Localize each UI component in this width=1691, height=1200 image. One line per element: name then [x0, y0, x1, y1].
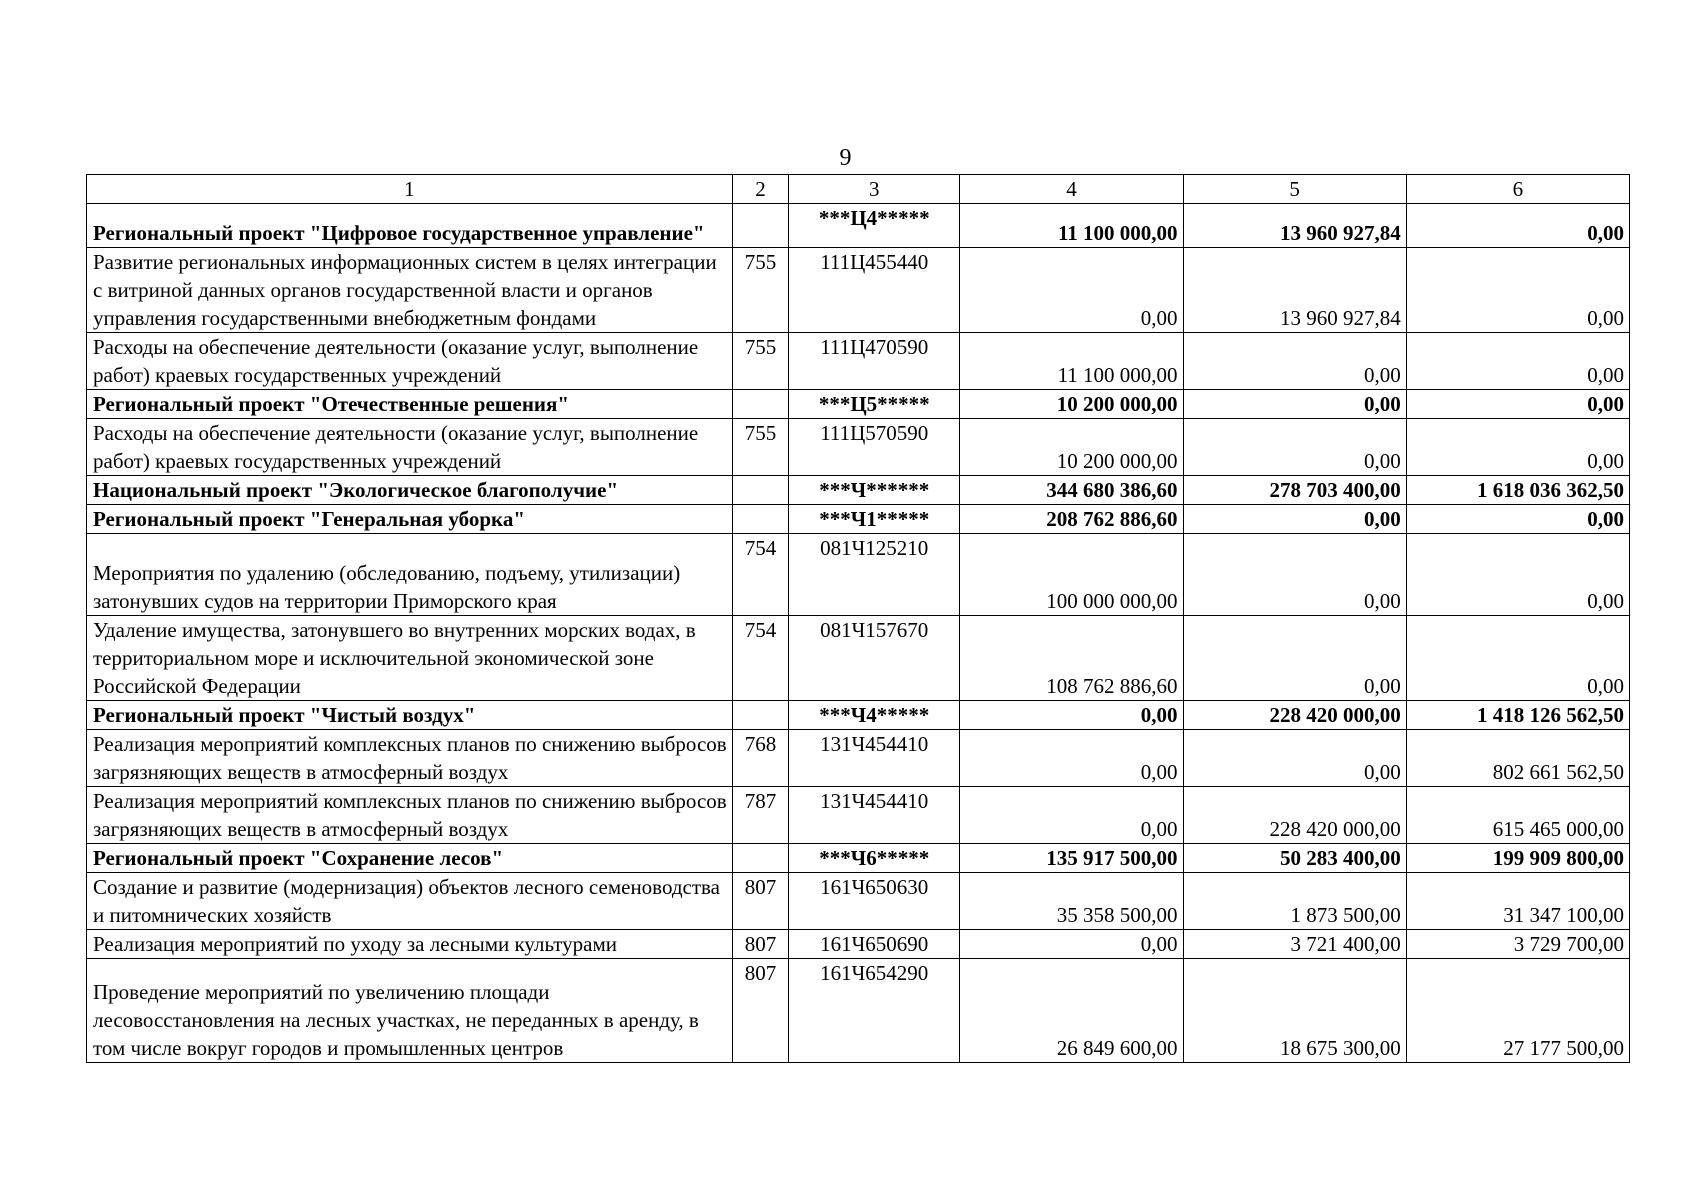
- row-code-cell: 755: [732, 248, 788, 333]
- table-row: [87, 730, 1630, 787]
- column-header: 2: [732, 175, 788, 204]
- column-header: 5: [1183, 175, 1406, 204]
- row-kbk-cell: ***Ч6*****: [789, 844, 960, 873]
- table-row: [87, 534, 1630, 616]
- row-code-cell: [732, 390, 788, 419]
- row-name-cell: Региональный проект "Сохранение лесов": [87, 844, 733, 873]
- table-row: [87, 787, 1630, 844]
- row-value-col4: 0,00: [960, 787, 1183, 844]
- row-name-cell: Мероприятия по удалению (обследованию, подъему, утилизации) затонувших судов на территории Приморского края: [87, 534, 733, 616]
- row-value-col4: 0,00: [960, 248, 1183, 333]
- row-value-col6: 0,00: [1406, 390, 1629, 419]
- table-row: [87, 959, 1630, 1063]
- row-code-cell: 807: [732, 959, 788, 1063]
- row-value-col5: 0,00: [1183, 730, 1406, 787]
- column-header: 1: [87, 175, 733, 204]
- row-code-cell: 754: [732, 534, 788, 616]
- row-value-col6: 0,00: [1406, 248, 1629, 333]
- row-value-col4: 35 358 500,00: [960, 873, 1183, 930]
- row-value-col4: 10 200 000,00: [960, 390, 1183, 419]
- row-value-col4: 108 762 886,60: [960, 616, 1183, 701]
- project-row: [87, 390, 1630, 419]
- row-code-cell: [732, 204, 788, 248]
- column-header: 6: [1406, 175, 1629, 204]
- row-value-col5: 228 420 000,00: [1183, 701, 1406, 730]
- row-value-col4: 208 762 886,60: [960, 505, 1183, 534]
- row-value-col6: 0,00: [1406, 333, 1629, 390]
- row-value-col5: 278 703 400,00: [1183, 476, 1406, 505]
- row-value-col5: 13 960 927,84: [1183, 248, 1406, 333]
- row-value-col4: 11 100 000,00: [960, 204, 1183, 248]
- row-name-cell: Развитие региональных информационных систем в целях интеграции с витриной данных органов государственной власти и органов управления государственными внебюджетным фондами: [87, 248, 733, 333]
- row-value-col4: 135 917 500,00: [960, 844, 1183, 873]
- row-kbk-cell: ***Ц4*****: [789, 204, 960, 248]
- row-name-cell: Региональный проект "Отечественные решения": [87, 390, 733, 419]
- table-row: [87, 873, 1630, 930]
- row-name-cell: Реализация мероприятий комплексных планов по снижению выбросов загрязняющих веществ в атмосферный воздух: [87, 787, 733, 844]
- row-kbk-cell: ***Ч4*****: [789, 701, 960, 730]
- table-row: [87, 248, 1630, 333]
- table-row: [87, 333, 1630, 390]
- row-value-col5: 1 873 500,00: [1183, 873, 1406, 930]
- row-code-cell: 807: [732, 930, 788, 959]
- row-code-cell: [732, 701, 788, 730]
- row-kbk-cell: 081Ч125210: [789, 534, 960, 616]
- column-header: 4: [960, 175, 1183, 204]
- row-kbk-cell: 161Ч650690: [789, 930, 960, 959]
- row-value-col4: 0,00: [960, 730, 1183, 787]
- project-row: [87, 505, 1630, 534]
- row-value-col5: 18 675 300,00: [1183, 959, 1406, 1063]
- row-kbk-cell: 131Ч454410: [789, 787, 960, 844]
- row-code-cell: [732, 505, 788, 534]
- row-name-cell: Региональный проект "Генеральная уборка": [87, 505, 733, 534]
- row-value-col5: 3 721 400,00: [1183, 930, 1406, 959]
- row-name-cell: Реализация мероприятий по уходу за лесными культурами: [87, 930, 733, 959]
- row-value-col6: 802 661 562,50: [1406, 730, 1629, 787]
- table-row: [87, 419, 1630, 476]
- row-value-col6: 0,00: [1406, 505, 1629, 534]
- row-value-col6: 615 465 000,00: [1406, 787, 1629, 844]
- row-kbk-cell: 111Ц455440: [789, 248, 960, 333]
- row-value-col5: 13 960 927,84: [1183, 204, 1406, 248]
- page-number: 9: [839, 145, 852, 171]
- row-code-cell: 768: [732, 730, 788, 787]
- row-value-col6: 0,00: [1406, 534, 1629, 616]
- table-header-row: [87, 175, 1630, 204]
- row-value-col6: 0,00: [1406, 204, 1629, 248]
- row-name-cell: Удаление имущества, затонувшего во внутренних морских водах, в территориальном море и исключительной экономической зоне Российской Федерации: [87, 616, 733, 701]
- row-value-col6: 0,00: [1406, 616, 1629, 701]
- row-kbk-cell: 161Ч654290: [789, 959, 960, 1063]
- budget-table: [86, 174, 1630, 1063]
- row-value-col6: 199 909 800,00: [1406, 844, 1629, 873]
- row-value-col4: 100 000 000,00: [960, 534, 1183, 616]
- row-code-cell: [732, 844, 788, 873]
- row-value-col4: 10 200 000,00: [960, 419, 1183, 476]
- project-row: [87, 701, 1630, 730]
- row-value-col6: 3 729 700,00: [1406, 930, 1629, 959]
- row-code-cell: 787: [732, 787, 788, 844]
- row-kbk-cell: 111Ц470590: [789, 333, 960, 390]
- row-name-cell: Национальный проект "Экологическое благополучие": [87, 476, 733, 505]
- row-name-cell: Расходы на обеспечение деятельности (оказание услуг, выполнение работ) краевых государственных учреждений: [87, 419, 733, 476]
- row-code-cell: [732, 476, 788, 505]
- row-code-cell: 755: [732, 419, 788, 476]
- row-kbk-cell: 111Ц570590: [789, 419, 960, 476]
- row-kbk-cell: 131Ч454410: [789, 730, 960, 787]
- row-value-col4: 0,00: [960, 701, 1183, 730]
- row-name-cell: Региональный проект "Чистый воздух": [87, 701, 733, 730]
- row-value-col4: 26 849 600,00: [960, 959, 1183, 1063]
- row-value-col5: 0,00: [1183, 390, 1406, 419]
- row-kbk-cell: 161Ч650630: [789, 873, 960, 930]
- row-value-col4: 11 100 000,00: [960, 333, 1183, 390]
- column-header: 3: [789, 175, 960, 204]
- row-value-col5: 50 283 400,00: [1183, 844, 1406, 873]
- row-value-col4: 344 680 386,60: [960, 476, 1183, 505]
- project-row: [87, 204, 1630, 248]
- row-value-col6: 27 177 500,00: [1406, 959, 1629, 1063]
- row-name-cell: Создание и развитие (модернизация) объектов лесного семеноводства и питомнических хозяйств: [87, 873, 733, 930]
- row-kbk-cell: 081Ч157670: [789, 616, 960, 701]
- row-name-cell: Региональный проект "Цифровое государственное управление": [87, 204, 733, 248]
- project-row: [87, 476, 1630, 505]
- row-code-cell: 755: [732, 333, 788, 390]
- row-value-col6: 1 618 036 362,50: [1406, 476, 1629, 505]
- table-row: [87, 616, 1630, 701]
- row-value-col6: 1 418 126 562,50: [1406, 701, 1629, 730]
- row-name-cell: Реализация мероприятий комплексных планов по снижению выбросов загрязняющих веществ в атмосферный воздух: [87, 730, 733, 787]
- row-kbk-cell: ***Ц5*****: [789, 390, 960, 419]
- row-kbk-cell: ***Ч1*****: [789, 505, 960, 534]
- row-value-col5: 0,00: [1183, 419, 1406, 476]
- row-name-cell: Проведение мероприятий по увеличению площади лесовосстановления на лесных участках, не переданных в аренду, в том числе вокруг городов и промышленных центров: [87, 959, 733, 1063]
- row-code-cell: 807: [732, 873, 788, 930]
- row-code-cell: 754: [732, 616, 788, 701]
- row-kbk-cell: ***Ч******: [789, 476, 960, 505]
- table-row: [87, 930, 1630, 959]
- row-value-col6: 31 347 100,00: [1406, 873, 1629, 930]
- row-value-col4: 0,00: [960, 930, 1183, 959]
- row-value-col6: 0,00: [1406, 419, 1629, 476]
- row-value-col5: 0,00: [1183, 505, 1406, 534]
- row-name-cell: Расходы на обеспечение деятельности (оказание услуг, выполнение работ) краевых государственных учреждений: [87, 333, 733, 390]
- row-value-col5: 0,00: [1183, 616, 1406, 701]
- project-row: [87, 844, 1630, 873]
- row-value-col5: 0,00: [1183, 333, 1406, 390]
- row-value-col5: 228 420 000,00: [1183, 787, 1406, 844]
- row-value-col5: 0,00: [1183, 534, 1406, 616]
